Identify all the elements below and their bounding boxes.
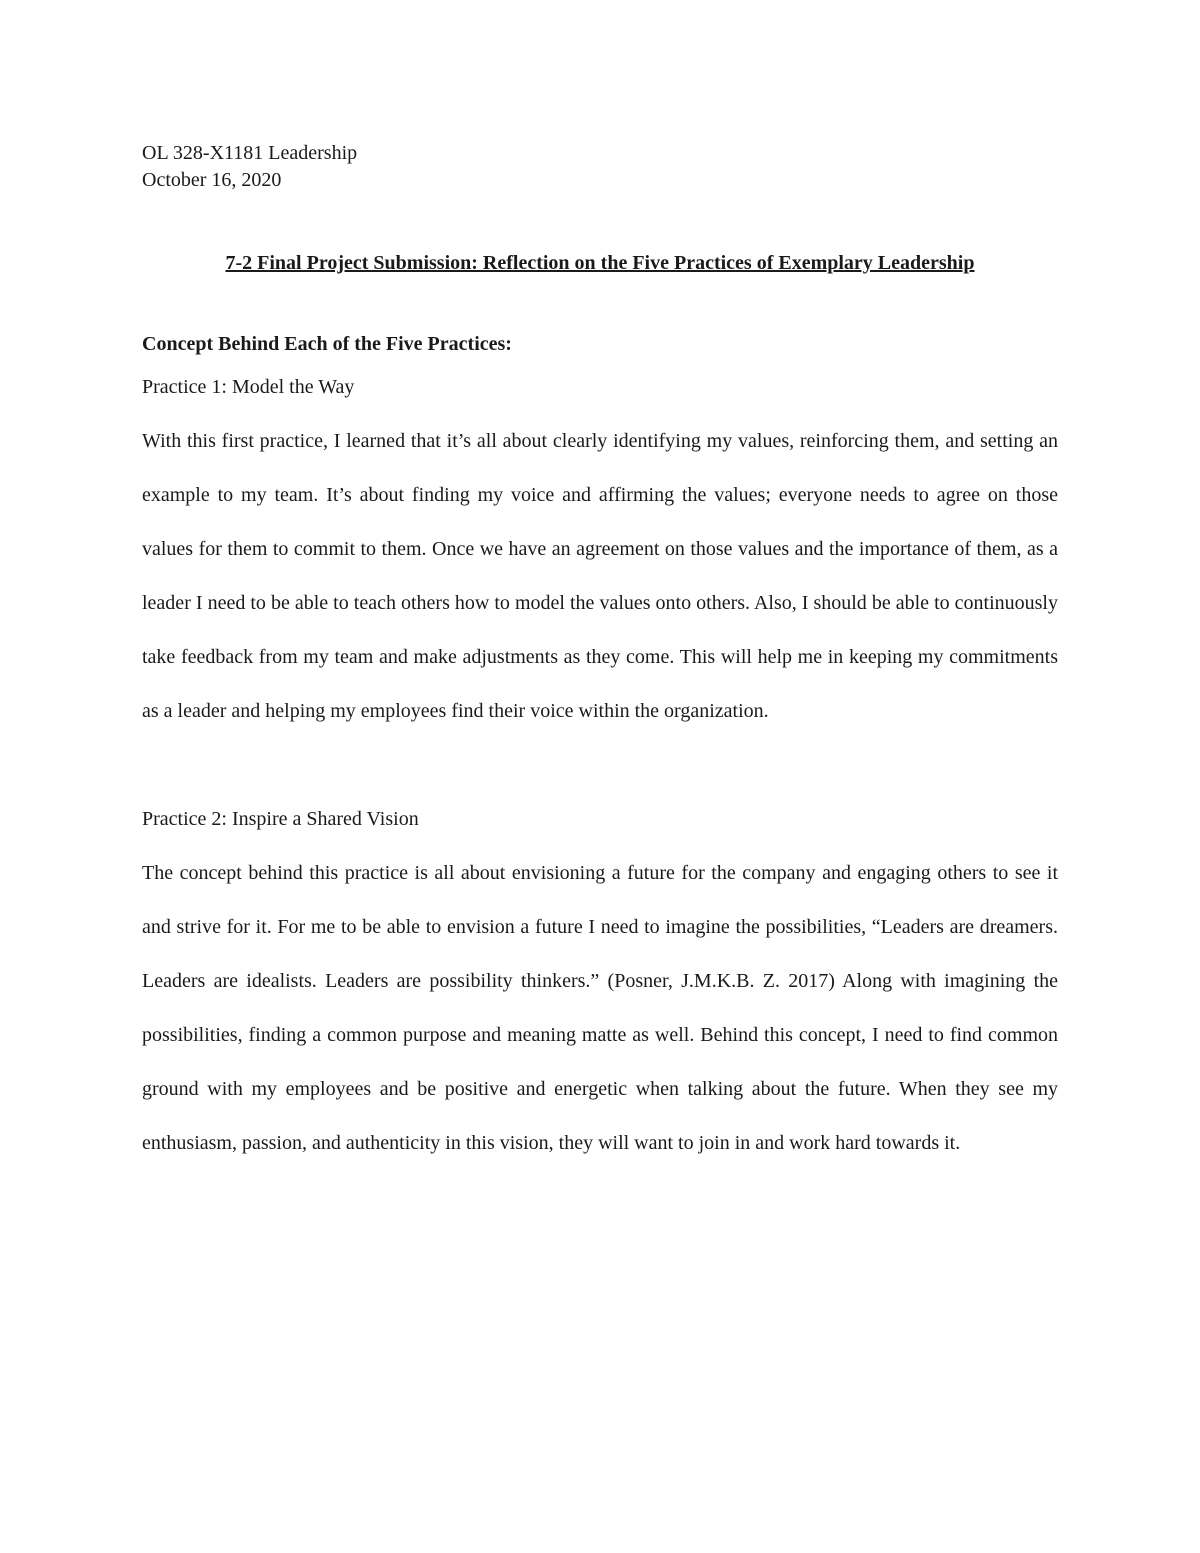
document-title: 7-2 Final Project Submission: Reflection on the Five Practices of Exemplary Leadership [225, 252, 975, 274]
practice-2-body: The concept behind this practice is all about envisioning a future for the company and engaging others to see it and strive for it. For me to be able to envision a future I need to imagine the possibilities, “Leaders are dreamers. Leaders are idealists. Leaders are possibility thinkers.” (Posner, J.M.K.B. Z. 2017) Along with imagining the possibilities, finding a common purpose and meaning matte as well. Behind this concept, I need to find common ground with my employees and be positive and energetic when talking about the future. When they see my enthusiasm, passion, and authenticity in this vision, they will want to join in and work hard towards it. [142, 862, 1058, 1154]
section-heading: Concept Behind Each of the Five Practices: [142, 333, 512, 355]
document-date: October 16, 2020 [142, 169, 282, 191]
practice-1-heading: Practice 1: Model the Way [142, 376, 355, 398]
practice-2-heading: Practice 2: Inspire a Shared Vision [142, 808, 419, 830]
practice-1-body: With this first practice, I learned that it’s all about clearly identifying my values, reinforcing them, and setting an example to my team. It’s about finding my voice and affirming the values; everyone needs to agree on those values for them to commit to them. Once we have an agreement on those values and the importance of them, as a leader I need to be able to teach others how to model the values onto others. Also, I should be able to continuously take feedback from my team and make adjustments as they come. This will help me in keeping my commitments as a leader and helping my employees find their voice within the organization. [142, 430, 1058, 722]
course-name: OL 328-X1181 Leadership [142, 142, 358, 164]
document-page [142, 140, 1058, 1170]
